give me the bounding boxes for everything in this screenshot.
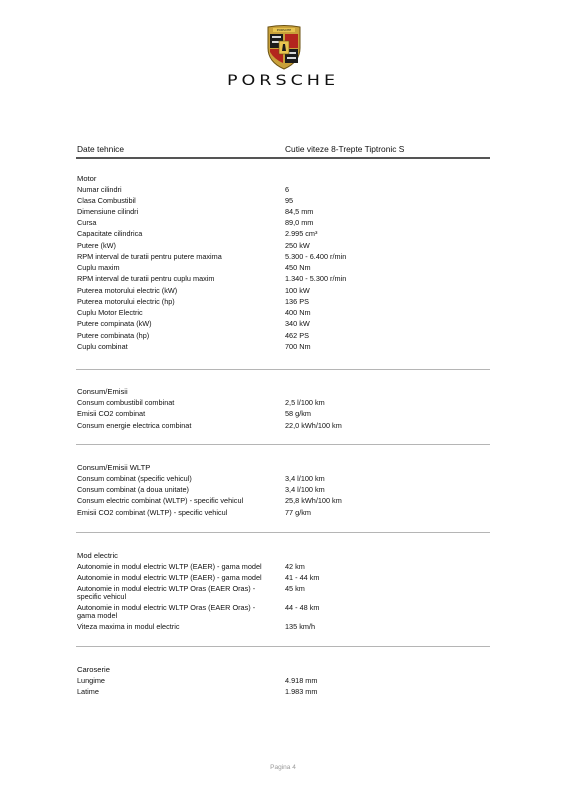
- section-title: Motor: [77, 174, 97, 183]
- row-value: 42 km: [285, 562, 305, 571]
- column-header-transmission: Cutie viteze 8-Trepte Tiptronic S: [285, 144, 405, 154]
- section-title: Caroserie: [77, 665, 110, 674]
- row-label: Consum combustibil combinat: [77, 398, 175, 407]
- row-label: Capacitate cilindrica: [77, 229, 143, 238]
- section-divider: [76, 369, 490, 370]
- row-value: 135 km/h: [285, 622, 316, 631]
- porsche-crest-icon: [265, 24, 303, 70]
- table-header: [77, 144, 490, 158]
- row-label: Latime: [77, 687, 99, 696]
- row-value: 89,0 mm: [285, 218, 314, 227]
- row-value: 100 kW: [285, 286, 310, 295]
- row-value: 400 Nm: [285, 308, 311, 317]
- row-value: 3,4 l/100 km: [285, 485, 325, 494]
- row-label: Puterea motorului electric (kW): [77, 286, 178, 295]
- section-title: Mod electric: [77, 551, 118, 560]
- section-divider: [76, 444, 490, 445]
- row-label: Emisii CO2 combinat: [77, 409, 146, 418]
- row-label: RPM interval de turatii pentru putere maxima: [77, 252, 222, 261]
- column-header-specs: Date tehnice: [77, 144, 125, 154]
- row-value: 84,5 mm: [285, 207, 314, 216]
- row-value: 44 - 48 km: [285, 603, 320, 612]
- row-value: 450 Nm: [285, 263, 311, 272]
- row-value: 340 kW: [285, 319, 310, 328]
- row-label: Numar cilindri: [77, 185, 122, 194]
- row-label: Puterea motorului electric (hp): [77, 297, 175, 306]
- row-label: Cuplu combinat: [77, 342, 128, 351]
- row-value: 136 PS: [285, 297, 309, 306]
- row-label: Autonomie in modul electric WLTP (EAER) - gama model: [77, 562, 262, 571]
- crest-wordmark: PORSCHE: [276, 28, 292, 33]
- row-label: Consum electric combinat (WLTP) - specific vehicul: [77, 496, 244, 505]
- row-value: 250 kW: [285, 241, 310, 250]
- row-value: 41 - 44 km: [285, 573, 320, 582]
- section-title: Consum/Emisii WLTP: [77, 463, 151, 472]
- row-label: Consum combinat (a doua unitate): [77, 485, 189, 494]
- row-label: Autonomie in modul electric WLTP Oras (EAER Oras) - specific vehicul: [77, 584, 256, 602]
- row-label: Putere (kW): [77, 241, 116, 250]
- row-value: 1.983 mm: [285, 687, 318, 696]
- row-label: Putere combinata (hp): [77, 331, 150, 340]
- section-title: Consum/Emisii: [77, 387, 128, 396]
- row-label: Emisii CO2 combinat (WLTP) - specific vehicul: [77, 508, 228, 517]
- row-label: Putere compinata (kW): [77, 319, 152, 328]
- row-value: 58 g/km: [285, 409, 311, 418]
- row-label: Cuplu maxim: [77, 263, 120, 272]
- row-value: 4.918 mm: [285, 676, 318, 685]
- row-value: 25,8 kWh/100 km: [285, 496, 342, 505]
- row-value: 45 km: [285, 584, 305, 593]
- porsche-wordmark: PORSCHE: [226, 73, 340, 89]
- section-divider: [76, 532, 490, 533]
- row-label: Dimensiune cilindri: [77, 207, 139, 216]
- row-value: 700 Nm: [285, 342, 311, 351]
- row-label: Cuplu Motor Electric: [77, 308, 143, 317]
- row-value: 462 PS: [285, 331, 309, 340]
- row-label: Cursa: [77, 218, 97, 227]
- row-label: Clasa Combustibil: [77, 196, 136, 205]
- row-value: 1.340 - 5.300 r/min: [285, 274, 347, 283]
- row-value: 95: [285, 196, 294, 205]
- row-value: 2,5 l/100 km: [285, 398, 325, 407]
- row-label: RPM interval de turatii pentru cuplu maxim: [77, 274, 215, 283]
- row-value: 2.995 cm³: [285, 229, 318, 238]
- row-value: 77 g/km: [285, 508, 311, 517]
- row-label: Lungime: [77, 676, 105, 685]
- row-label: Consum combinat (specific vehicul): [77, 474, 192, 483]
- page-number: Pagina 4: [270, 764, 296, 771]
- row-value: 22,0 kWh/100 km: [285, 421, 342, 430]
- section-divider: [76, 646, 490, 647]
- row-label: Viteza maxima in modul electric: [77, 622, 180, 631]
- row-label: Autonomie in modul electric WLTP Oras (EAER Oras) - gama model: [77, 603, 256, 621]
- porsche-logo: [0, 24, 566, 94]
- row-value: 5.300 - 6.400 r/min: [285, 252, 347, 261]
- row-value: 3,4 l/100 km: [285, 474, 325, 483]
- row-label: Autonomie in modul electric WLTP (EAER) - gama model: [77, 573, 262, 582]
- row-value: 6: [285, 185, 290, 194]
- header-divider: [76, 157, 490, 159]
- row-label: Consum energie electrica combinat: [77, 421, 192, 430]
